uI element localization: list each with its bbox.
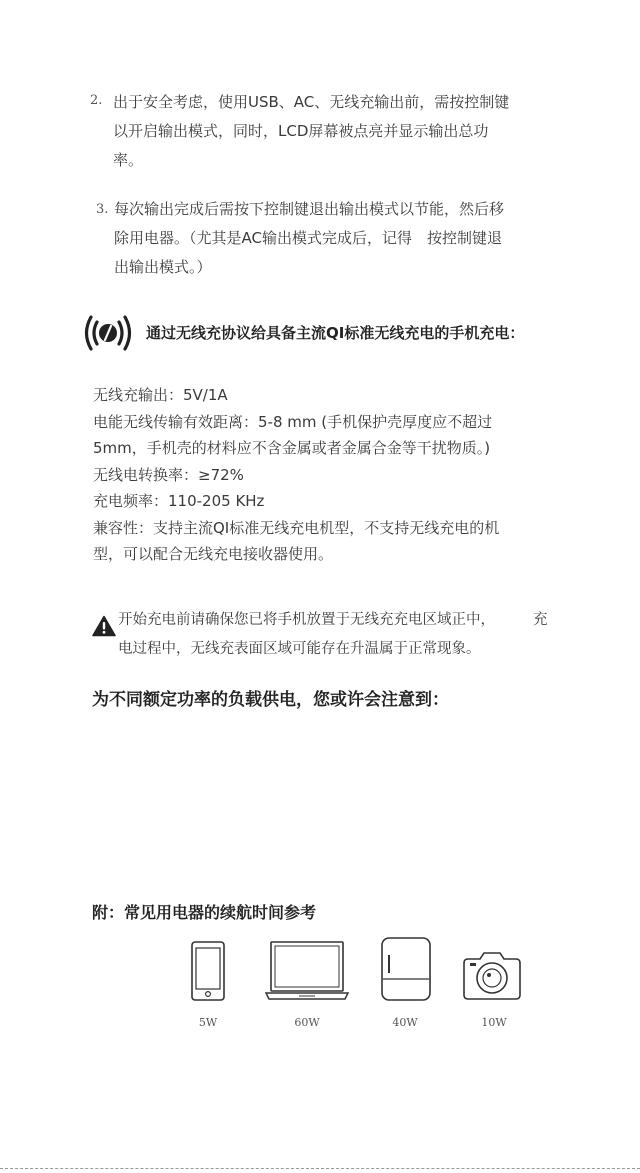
spec-line: 无线电转换率：≥72% [93, 465, 244, 484]
device-label: 5W [198, 1016, 218, 1029]
item-3-line: 每次输出完成后需按下控制键退出输出模式以节能，然后移 [114, 200, 505, 218]
spec-line: 兼容性：支持主流QI标准无线充电机型，不支持无线充电的机 [93, 518, 500, 537]
item-2-number: 2. [90, 93, 103, 108]
item-2-line: 出于安全考虑，使用USB、AC、无线充输出前，需按控制键 [113, 93, 510, 111]
item-3-line: 出输出模式。） [114, 258, 212, 276]
device-label: 60W [294, 1016, 320, 1029]
power-heading: 为不同额定功率的负载供电，您或许会注意到： [92, 690, 449, 710]
wireless-heading: 通过无线充协议给具备主流QI标准无线充电的手机充电： [146, 324, 525, 342]
appendix-heading: 附：常见用电器的续航时间参考 [92, 903, 317, 922]
device-label: 10W [481, 1016, 507, 1029]
wireless-specs [93, 382, 499, 568]
warning-icon [92, 615, 116, 637]
fridge-icon [381, 937, 431, 1001]
laptop-icon [265, 941, 349, 1001]
spec-line: 型，可以配合无线充电接收器使用。 [93, 545, 334, 563]
spec-line: 5mm，手机壳的材料应不含金属或者金属合金等干扰物质。) [93, 439, 491, 457]
warning-line-1: 开始充电前请确保您已将手机放置于无线充充电区域正中， [118, 612, 495, 628]
item-3-number: 3. [96, 202, 109, 217]
item-2-line: 率。 [113, 151, 144, 169]
wireless-charging-icon [82, 313, 134, 353]
warning-text [118, 606, 495, 664]
warning-line-2: 电过程中，无线充表面区域可能存在升温属于正常现象。 [118, 641, 481, 657]
camera-icon [462, 951, 522, 1001]
spec-line: 无线充输出：5V/1A [93, 386, 228, 404]
item-2-line: 以开启输出模式，同时，LCD屏幕被点亮并显示输出总功 [113, 122, 489, 140]
item-2-text [113, 88, 509, 175]
phone-icon [191, 941, 225, 1001]
spec-line: 充电频率：110-205 KHz [93, 492, 265, 510]
device-label: 40W [392, 1016, 418, 1029]
page-edge-divider [0, 1168, 640, 1169]
item-3-text [114, 195, 504, 282]
spec-line: 电能无线传输有效距离：5-8 mm (手机保护壳厚度应不超过 [93, 412, 493, 431]
item-3-line: 除用电器。（尤其是AC输出模式完成后，记得 按控制键退 [114, 229, 502, 247]
warning-line-1-tail: 充 [533, 612, 548, 628]
